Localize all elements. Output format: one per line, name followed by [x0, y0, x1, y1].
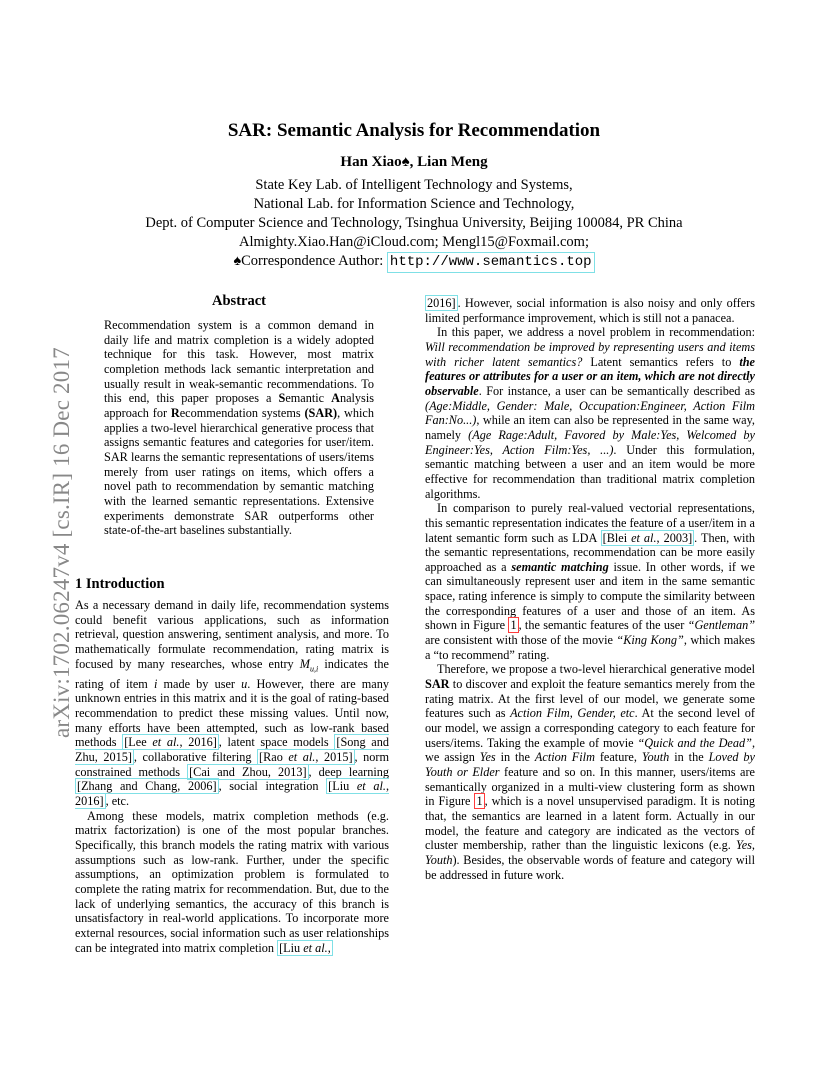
correspondence-line	[0, 252, 828, 273]
email-line: Almighty.Xiao.Han@iCloud.com; Mengl15@Foxmail.com;	[239, 234, 589, 250]
paper-title: SAR: Semantic Analysis for Recommendation	[227, 120, 601, 141]
section-heading: 1 Introduction	[75, 576, 165, 592]
affiliation-3: Dept. of Computer Science and Technology, Tsinghua University, Beijing 100084, PR China	[145, 215, 683, 231]
introduction-left-column: As a necessary demand in daily life, recommendation systems could benefit various applications, such as information retrieval, question answering, sentiment analysis, and more. To mathematically formulate recommendation, rating matrix is focused by many researches, whose entry $M_{u,i}$ indicates the rating of item i made by user u. However, there are many unknown entries in this matrix and it is the goal of rating-based recommendation to predict these missing values. Until now, many efforts have been attempted, such as low-rank based methods [Lee et al., 2016] , latent space models [Song and Zhu, 2015] , collaborative filtering [Rao et al., 2015] , norm constrained methods [Cai and Zhou, 2013] , deep learning [Zhang and Chang, 2006] , social integration [Liu et al., 2016] , etc. Among these models, matrix completion methods (e.g. matrix factorization) is one of the most popular branches. Specifically, this branch models the rating matrix with various assumptions such as low-rank. Further, under the specific assumptions, an optimization problem is formulated to complete the rating matrix for recommendation. But, due to the lack of underlying semantics, the accuracy of this branch is unsatisfactory in real-world applications. To incorporate more external resources, social information such as user relationships can be integrated into matrix completion [Liu et al.,	[75, 598, 390, 955]
introduction-right-column: 2016] . However, social information is also noisy and only offers limited performance improvement, which is still not a panacea. In this paper, we address a novel problem in recommendation: Will recommendation be improved by representing users and items with richer latent semantics? Latent semantics refers to the features or attributes for a user or an item, which are not directly observable. For instance, a user can be semantically described as (Age:Middle, Gender: Male, Occupation:Engineer, Action Film Fan:No...), while an item can also be represented in the same way, namely (Age Rage:Adult, Favored by Male:Yes, Welcomed by Engineer:Yes, Action Film:Yes, ...). Under this formulation, semantic matching between a user and an item would be more effective for recommendation than traditional matrix completion algorithms. In comparison to purely real-valued vectorial representations, this semantic representation indicates the feature of a user/item in a latent semantic form such as LDA [Blei et al., 2003] . Then, with the semantic representations, recommendation can be more easily approached as a semantic matching issue. In other words, if we can simultaneously represent user and item in the same semantic space, rating inference is simply to compute the similarity between the corresponding features of a user and those of an item. As shown in Figure 1 , the semantic features of the user “Gentleman” are consistent with those of the movie “King Kong”, which makes a “to recommend” rating. Therefore, we propose a two-level hierarchical generative model SAR to discover and exploit the feature semantics merely from the rating matrix. At the first level of our model, we generate some features such as Action Film, Gender, etc. At the second level of our model, we assign a corresponding category to each feature for users/items. Taking the example of movie “Quick and the Dead”, we assign Yes in the Action Film feature, Youth in the Loved by Youth or Elder feature and so on. In this manner, users/items are semantically organized in a multi-view clustering form as shown in Figure 1 , which is a novel unsupervised paradigm. It is noting that, the semantics are learned in a latent form. Actually in our model, the feature and category are indicated as the vectors of cluster membership, rather than the linguistic lexicons (e.g. Yes, Youth). Besides, the observable words of feature and category will be addressed in future work.	[425, 296, 756, 882]
affiliation-2: National Lab. for Information Science and Technology,	[253, 196, 575, 212]
homepage-link[interactable]: http://www.semantics.top	[387, 252, 595, 273]
affiliation-1: State Key Lab. of Intelligent Technology and Systems,	[255, 177, 573, 193]
author-line: Han Xiao♠, Lian Meng	[340, 154, 488, 170]
abstract-heading: Abstract	[212, 293, 266, 309]
correspondence-label: ♠Correspondence Author:	[233, 253, 387, 269]
abstract-body: Recommendation system is a common demand in daily life and matrix completion is a widely adopted technique for this task. However, most matrix completion methods lack semantic interpretation and usually result in weak-semantic recommendations. To this end, this paper proposes a Semantic Analysis approach for Recommendation systems (SAR), which applies a two-level hierarchical generative process that assigns semantic features and categories for user/item. SAR learns the semantic representations of users/items merely from user ratings on items, which offers a novel path to recommendation by semantic matching with the learned semantic representations. Extensive experiments demonstrate SAR outperforms other state-of-the-art baselines substantially.	[104, 318, 374, 538]
arxiv-stamp: arXiv:1702.06247v4 [cs.IR] 16 Dec 2017	[49, 347, 74, 738]
